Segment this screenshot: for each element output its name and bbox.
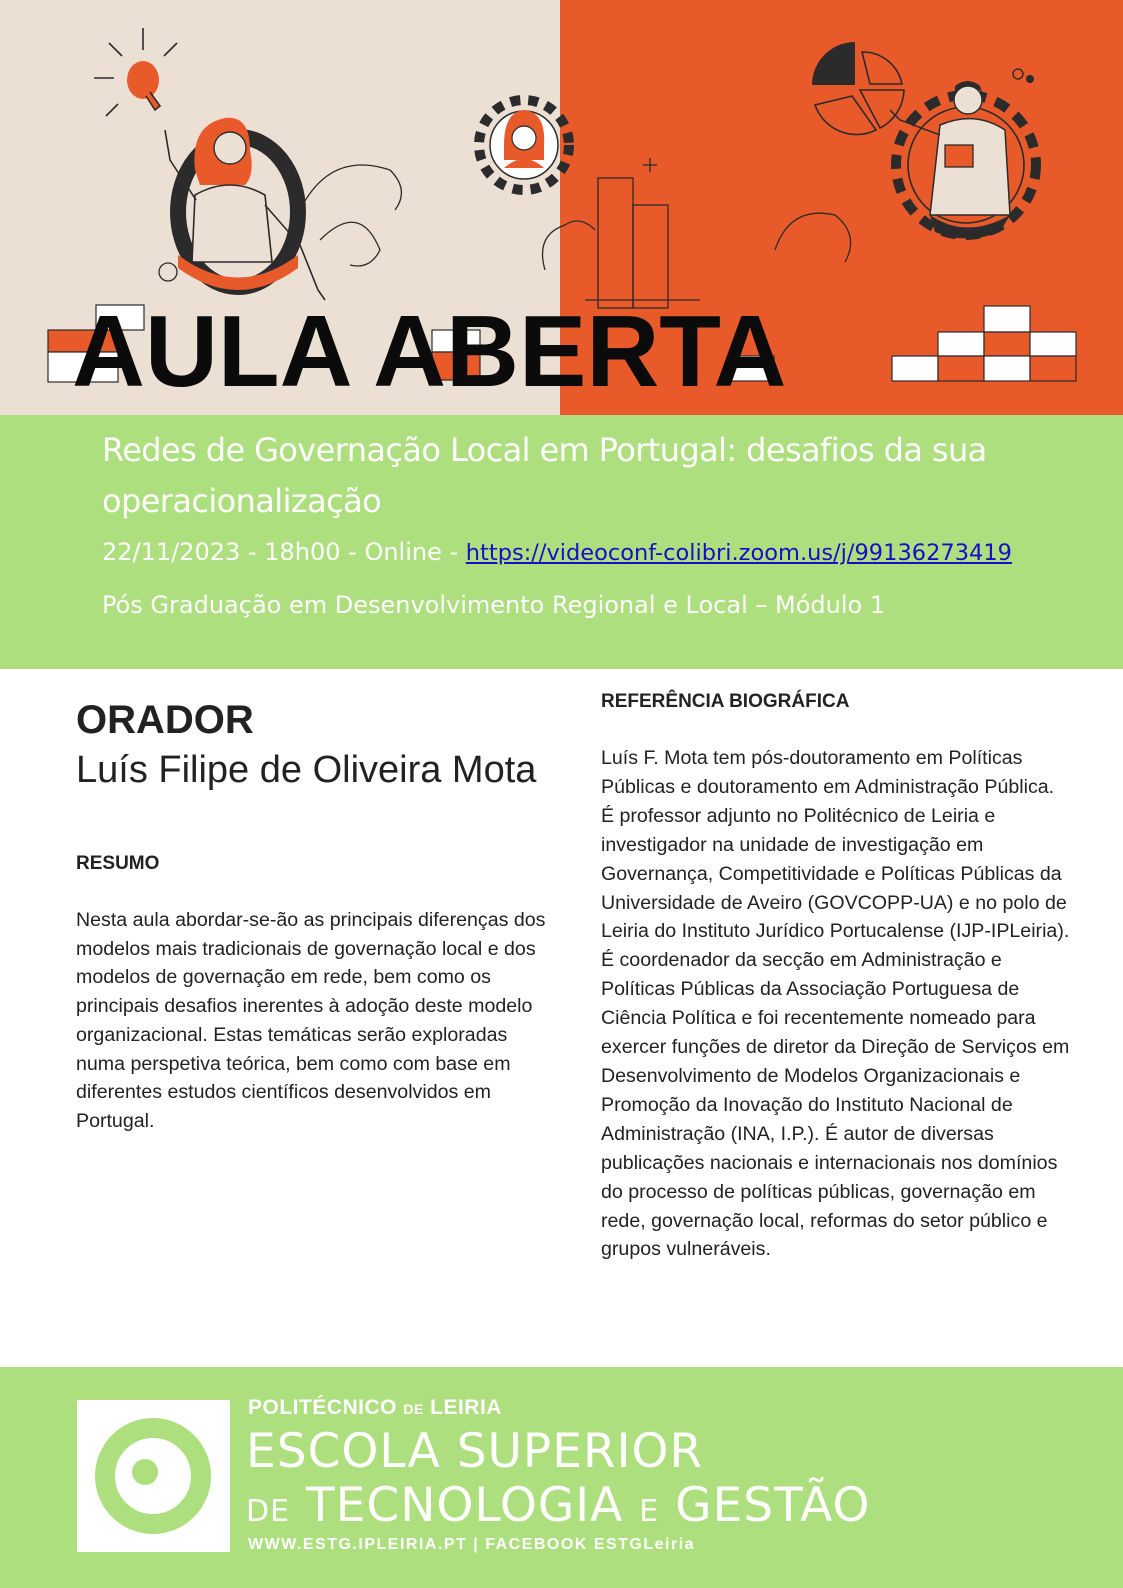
event-info-band xyxy=(0,415,1123,669)
school-name-part: GESTÃO xyxy=(659,1478,871,1533)
bio-heading: REFERÊNCIA BIOGRÁFICA xyxy=(601,691,850,712)
institution-name-part: LEIRIA xyxy=(423,1396,502,1419)
school-name-part: E xyxy=(639,1494,660,1529)
speaker-name: Luís Filipe de Oliveira Mota xyxy=(76,749,537,791)
school-name xyxy=(246,1425,871,1539)
school-logo xyxy=(77,1400,230,1552)
man-figure-icon xyxy=(890,81,1036,239)
footer-web-social[interactable]: WWW.ESTG.IPLEIRIA.PT | FACEBOOK ESTGLeiria xyxy=(248,1536,696,1553)
summary-text: Nesta aula abordar-se-ão as principais diferenças dos modelos mais tradicionais de governação local e dos modelos de governação em rede, bem como os principais desafios inerentes à adoção deste modelo organizacional. Estas temáticas serão exploradas numa perspetiva teórica, bem como com base em diferentes estudos científicos desenvolvidos em Portugal. xyxy=(76,909,546,1132)
summary-heading: RESUMO xyxy=(76,853,160,874)
school-name-part: TECNOLOGIA xyxy=(290,1478,640,1533)
bar-chart-icon xyxy=(543,158,851,308)
bio-text: Luís F. Mota tem pós-doutoramento em Políticas Públicas e doutoramento em Administração Pública. É professor adjunto no Politécnico de Leiria e investigador na unidade de investigação em Governança, Competitividade e Políticas Públicas da Universidade de Aveiro (GOVCOPP-UA) e no polo de Leiria do Instituto Jurídico Portucalense (IJP-IPLeiria). É coordenador da secção em Administração e Políticas Públicas da Associação Portuguesa de Ciência Política e foi recentemente nomeado para exercer funções de diretor da Direção de Serviços em Desenvolvimento de Modelos Organizacionais e Promoção da Inovação do Instituto Nacional de Administração (INA, I.P.). É autor de diversas publicações nacionais e internacionais nos domínios do processo de políticas públicas, governação em rede, governação local, reformas do setor público e grupos vulneráveis. xyxy=(601,747,1070,1261)
footer-band xyxy=(0,1367,1123,1588)
speaker-section xyxy=(76,696,556,796)
event-date-time xyxy=(102,536,1012,569)
institution-name xyxy=(248,1396,502,1421)
estg-circle-logo-icon xyxy=(77,1400,230,1552)
school-name-line2 xyxy=(246,1479,871,1539)
event-title: Redes de Governação Local em Portugal: desafios da sua operacionalização xyxy=(102,431,987,520)
hero-title: AULA ABERTA xyxy=(72,296,787,408)
school-name-line1: ESCOLA SUPERIOR xyxy=(246,1424,704,1479)
institution-name-part: DE xyxy=(403,1401,424,1417)
event-zoom-link[interactable]: https://videoconf-colibri.zoom.us/j/99136273419 xyxy=(465,540,1012,566)
event-course: Pós Graduação em Desenvolvimento Regional e Local – Módulo 1 xyxy=(102,591,886,619)
institution-name-part: POLITÉCNICO xyxy=(248,1396,404,1419)
speaker-heading: ORADOR xyxy=(76,698,254,742)
lightbulb-icon xyxy=(94,28,177,116)
school-name-part: DE xyxy=(246,1494,291,1529)
gear-person-icon xyxy=(479,100,569,190)
hero-banner xyxy=(0,0,1123,415)
event-date-text: 22/11/2023 - 18h00 - Online - xyxy=(102,538,466,566)
